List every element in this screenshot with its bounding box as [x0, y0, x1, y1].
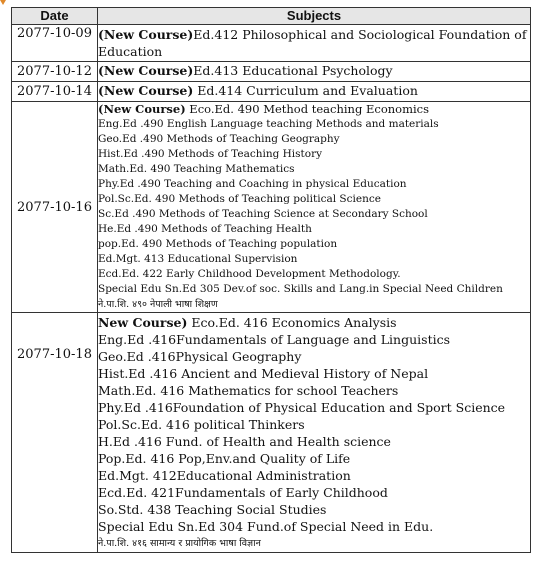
subject-line: Ecd.Ed. 421Fundamentals of Early Childhood	[98, 485, 388, 500]
subject-line: Sc.Ed .490 Methods of Teaching Science at Secondary School	[98, 208, 428, 220]
subject-line: So.Std. 438 Teaching Social Studies	[98, 502, 327, 517]
subject-line-nepali: ने.पा.शि. ४९० नेपाली भाषा शिक्षण	[98, 299, 218, 310]
subject-cell	[98, 25, 531, 62]
subject-line: Hist.Ed .416 Ancient and Medieval History of Nepal	[98, 366, 429, 381]
table-row	[12, 25, 531, 62]
corner-marker-icon	[0, 0, 6, 5]
table-row	[12, 102, 531, 313]
new-course-tag: (New Course)	[98, 83, 194, 98]
subject-line: Eng.Ed .490 English Language teaching Methods and materials	[98, 118, 439, 130]
exam-date: 2077-10-09	[12, 25, 98, 62]
subject-line: Hist.Ed .490 Methods of Teaching History	[98, 148, 323, 160]
exam-schedule-table	[11, 7, 531, 553]
subject-text: Ed.413 Educational Psychology	[193, 63, 393, 78]
subject-line: He.Ed .490 Methods of Teaching Health	[98, 223, 312, 235]
subject-text: Ed.412 Philosophical and Sociological Foundation of Education	[98, 27, 527, 59]
exam-date: 2077-10-16	[12, 102, 98, 313]
subject-cell	[98, 62, 531, 82]
header-row	[12, 8, 531, 25]
subject-line: Math.Ed. 490 Teaching Mathematics	[98, 163, 295, 175]
subject-line: Geo.Ed .416Physical Geography	[98, 349, 302, 364]
subject-line: Phy.Ed .416Foundation of Physical Education and Sport Science	[98, 400, 506, 415]
subject-line: Pol.Sc.Ed. 416 political Thinkers	[98, 417, 305, 432]
subject-cell	[98, 313, 531, 553]
new-course-tag: (New Course)	[98, 63, 194, 78]
subject-line: pop.Ed. 490 Methods of Teaching population	[98, 238, 338, 250]
subject-line: Ed.Mgt. 412Educational Administration	[98, 468, 351, 483]
table-row	[12, 82, 531, 102]
subject-line: Special Edu Sn.Ed 305 Dev.of soc. Skills and Lang.in Special Need Children	[98, 283, 503, 295]
subject-line: Pol.Sc.Ed. 490 Methods of Teaching political Science	[98, 193, 381, 205]
subject-cell	[98, 102, 531, 313]
new-course-tag: (New Course)	[98, 27, 194, 42]
subject-line: Geo.Ed .490 Methods of Teaching Geography	[98, 133, 340, 145]
subject-line: (New Course) Eco.Ed. 490 Method teaching Economics	[98, 102, 429, 116]
exam-date: 2077-10-18	[12, 313, 98, 553]
exam-date: 2077-10-12	[12, 62, 98, 82]
subject-line: Math.Ed. 416 Mathematics for school Teachers	[98, 383, 399, 398]
subjects-column-header: Subjects	[98, 8, 531, 25]
subject-cell	[98, 82, 531, 102]
table-row	[12, 62, 531, 82]
subject-line: Pop.Ed. 416 Pop,Env.and Quality of Life	[98, 451, 351, 466]
exam-date: 2077-10-14	[12, 82, 98, 102]
subject-line: Special Edu Sn.Ed 304 Fund.of Special Need in Edu.	[98, 519, 434, 534]
subject-text: Ed.414 Curriculum and Evaluation	[193, 83, 418, 98]
subject-line: H.Ed .416 Fund. of Health and Health science	[98, 434, 391, 449]
subject-line: Eng.Ed .416Fundamentals of Language and Linguistics	[98, 332, 451, 347]
new-course-tag: New Course)	[98, 315, 188, 330]
subject-line: Ed.Mgt. 413 Educational Supervision	[98, 253, 298, 265]
table-row	[12, 313, 531, 553]
new-course-tag: (New Course)	[98, 102, 186, 116]
subject-line: Ecd.Ed. 422 Early Childhood Development Methodology.	[98, 268, 401, 280]
subject-line-nepali: ने.पा.शि. ४१६ सामान्य र प्रायोगिक भाषा विज्ञान	[98, 538, 261, 549]
subject-line: New Course) Eco.Ed. 416 Economics Analysis	[98, 315, 397, 330]
date-column-header: Date	[12, 8, 98, 25]
subject-line: Phy.Ed .490 Teaching and Coaching in physical Education	[98, 178, 407, 190]
